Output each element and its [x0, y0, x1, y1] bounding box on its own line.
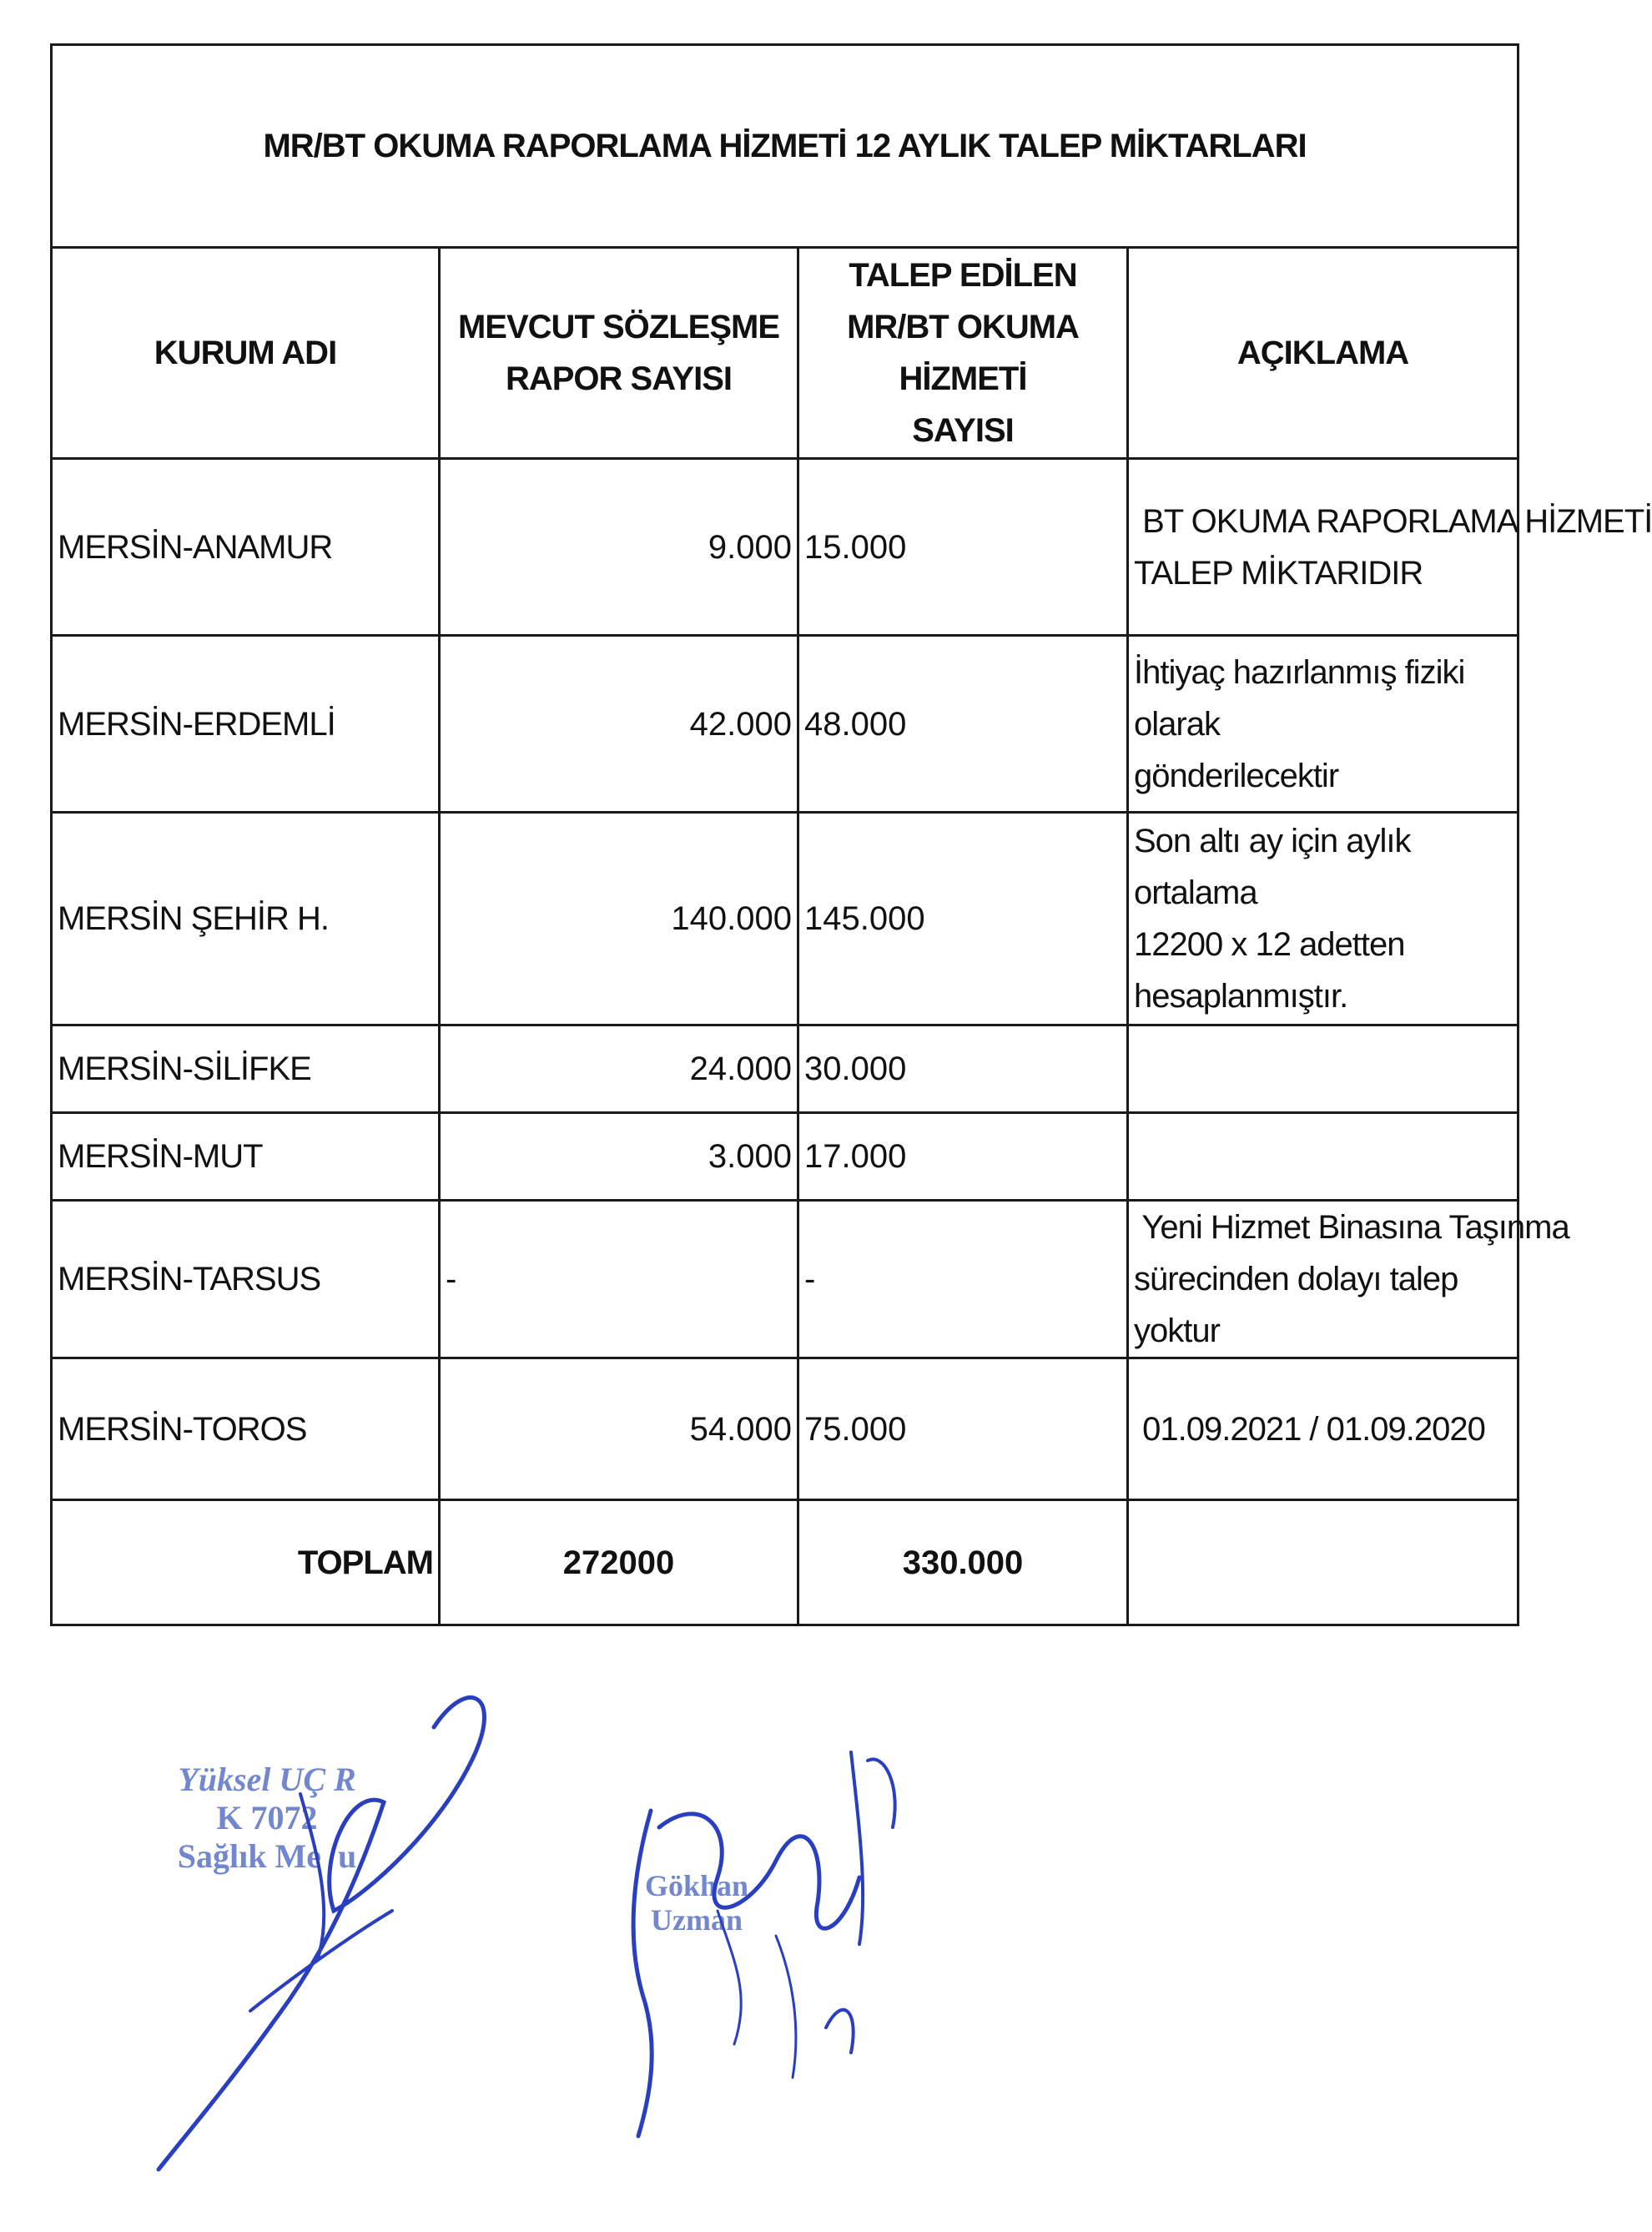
table-row — [52, 1113, 1519, 1201]
aciklama-cell — [1128, 636, 1519, 813]
aciklama-cell — [1128, 459, 1652, 636]
mevcut-cell: 140.000 — [440, 813, 798, 1025]
aciklama-line: Yeni Hizmet Binasına Taşınma — [1134, 1209, 1569, 1246]
table-row — [52, 459, 1519, 636]
kurum-cell: MERSİN-TARSUS — [52, 1201, 440, 1358]
title-row — [52, 45, 1519, 248]
aciklama-line: gönderilecektir — [1134, 757, 1339, 794]
header-aciklama — [1128, 248, 1519, 459]
stamp-line: K 7072 — [216, 1799, 318, 1836]
aciklama-line: hesaplanmıştır. — [1134, 978, 1348, 1015]
aciklama-line: BT OKUMA RAPORLAMA HİZMETİ — [1134, 502, 1652, 540]
kurum-cell: MERSİN-ANAMUR — [52, 459, 440, 636]
total-row — [52, 1500, 1519, 1625]
total-mevcut: 272000 — [440, 1500, 798, 1625]
aciklama-line: İhtiyaç hazırlanmış fiziki olarak — [1134, 653, 1465, 743]
table-row — [52, 1025, 1519, 1113]
table-row — [52, 813, 1519, 1025]
talep-cell: - — [798, 1201, 1128, 1358]
aciklama-cell — [1128, 1025, 1519, 1113]
aciklama-cell — [1128, 1113, 1519, 1201]
talep-cell: 30.000 — [798, 1025, 1128, 1113]
header-mevcut-line1: MEVCUT SÖZLEŞME — [457, 309, 780, 345]
header-kurum-text: KURUM ADI — [154, 335, 337, 371]
header-talep-line2: MR/BT OKUMA HİZMETİ — [847, 309, 1079, 397]
talep-cell: 17.000 — [798, 1113, 1128, 1201]
aciklama-line: 01.09.2021 / 01.09.2020 — [1134, 1410, 1485, 1448]
header-kurum-adi — [52, 248, 440, 459]
total-label: TOPLAM — [52, 1500, 440, 1625]
total-aciklama — [1128, 1500, 1519, 1625]
header-mevcut-sozlesme — [440, 248, 798, 459]
table-row — [52, 1358, 1519, 1500]
aciklama-cell — [1128, 1358, 1519, 1500]
kurum-cell: MERSİN-ERDEMLİ — [52, 636, 440, 813]
total-talep: 330.000 — [798, 1500, 1128, 1625]
talep-cell: 145.000 — [798, 813, 1128, 1025]
mevcut-cell: - — [440, 1201, 798, 1358]
mevcut-cell: 42.000 — [440, 636, 798, 813]
left-signature-stroke — [250, 1794, 392, 2011]
talep-cell: 75.000 — [798, 1358, 1128, 1500]
aciklama-line: 12200 x 12 adetten — [1134, 926, 1405, 963]
right-signature-stroke — [826, 1752, 895, 2053]
aciklama-cell — [1128, 813, 1519, 1025]
table-row — [52, 1201, 1519, 1358]
kurum-cell: MERSİN-MUT — [52, 1113, 440, 1201]
aciklama-cell — [1128, 1201, 1569, 1358]
table-row — [52, 636, 1519, 813]
aciklama-line: Son altı ay için aylık ortalama — [1134, 823, 1411, 911]
header-aciklama-text: AÇIKLAMA — [1236, 335, 1409, 371]
mevcut-cell: 24.000 — [440, 1025, 798, 1113]
stamp-line: Sağlık Me u — [177, 1837, 357, 1875]
header-talep-line3: SAYISI — [912, 412, 1014, 449]
header-talep-line1: TALEP EDİLEN — [849, 257, 1077, 294]
handwritten-signatures — [0, 1660, 1551, 2211]
kurum-cell: MERSİN-SİLİFKE — [52, 1025, 440, 1113]
talep-cell: 48.000 — [798, 636, 1128, 813]
header-talep-edilen — [798, 248, 1128, 459]
mevcut-cell: 54.000 — [440, 1358, 798, 1500]
header-row — [52, 248, 1519, 459]
header-mevcut-line2: RAPOR SAYISI — [505, 360, 733, 397]
right-signature-stroke — [718, 1911, 796, 2078]
stamp-line: Yüksel UÇ R — [178, 1761, 356, 1798]
stamp-line: Uzman — [651, 1903, 743, 1937]
mevcut-cell: 3.000 — [440, 1113, 798, 1201]
aciklama-line: TALEP MİKTARIDIR — [1134, 554, 1423, 592]
talep-cell: 15.000 — [798, 459, 1128, 636]
document-title: MR/BT OKUMA RAPORLAMA HİZMETİ 12 AYLIK TALEP MİKTARLARI — [52, 45, 1519, 248]
mevcut-cell: 9.000 — [440, 459, 798, 636]
stamp-line: Gökhan — [644, 1869, 749, 1902]
signature-area — [0, 1660, 1551, 2211]
demand-table — [50, 43, 1652, 1626]
aciklama-line: sürecinden dolayı talep yoktur — [1134, 1261, 1458, 1349]
kurum-cell: MERSİN-TOROS — [52, 1358, 440, 1500]
right-signature-stroke — [633, 1811, 859, 2136]
report-sheet — [50, 43, 1652, 1650]
kurum-cell: MERSİN ŞEHİR H. — [52, 813, 440, 1025]
